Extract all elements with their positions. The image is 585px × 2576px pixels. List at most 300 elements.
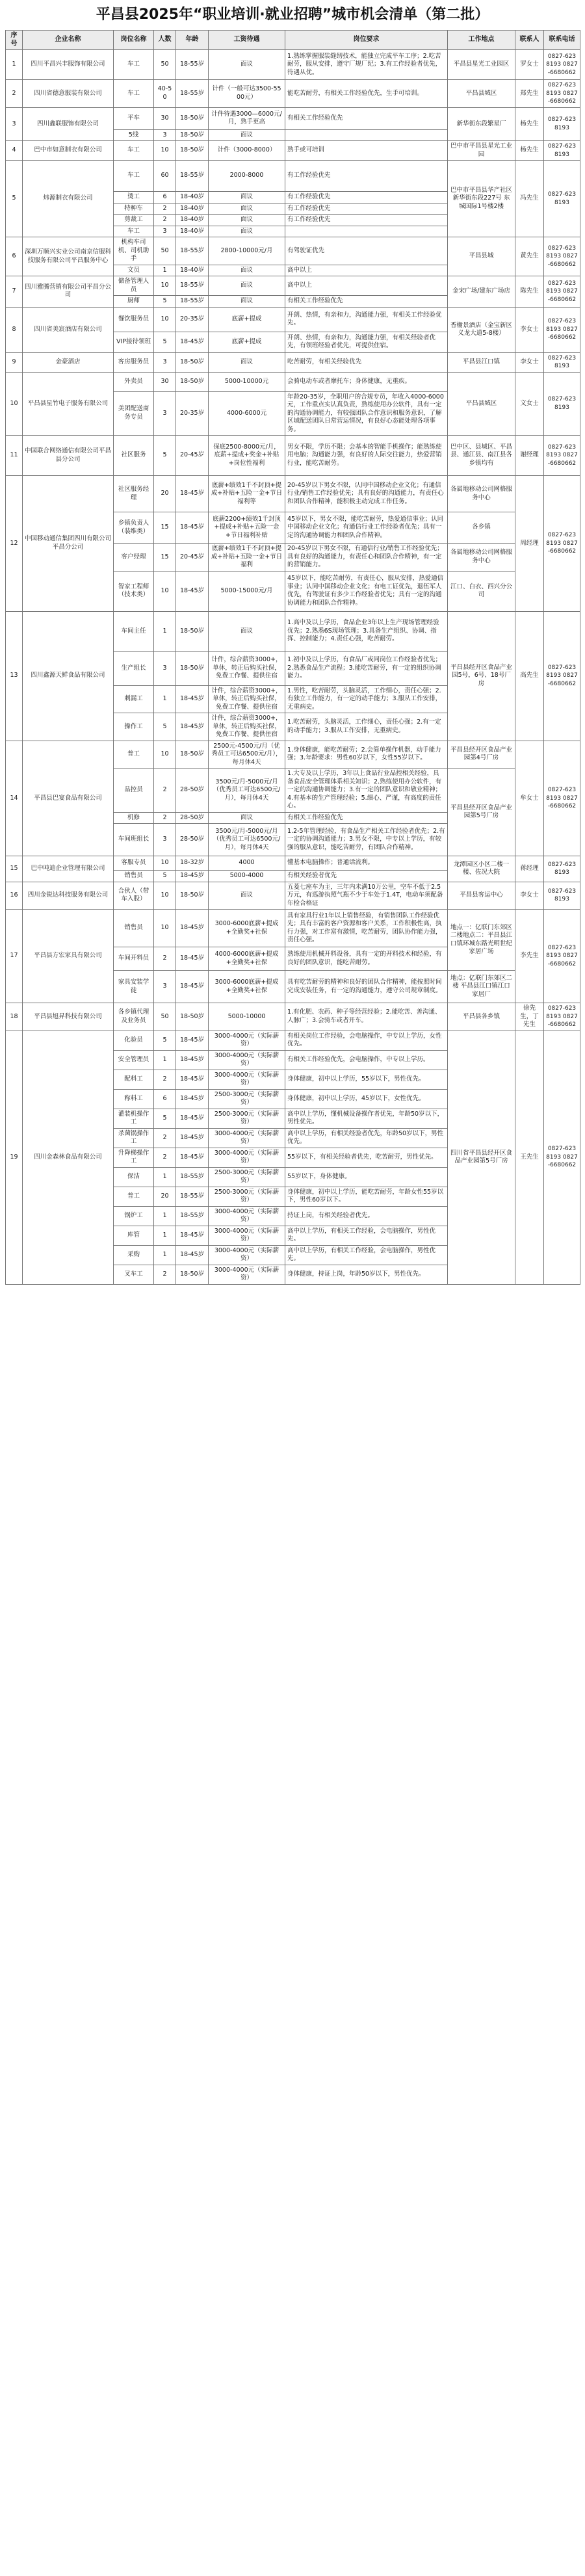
cell-num: 50 <box>154 1003 176 1031</box>
cell-age: 18-50岁 <box>176 651 209 685</box>
cell-job: 车间主任 <box>114 611 154 651</box>
cell-phone: 0827-6238193 0827-6680662 <box>544 741 580 856</box>
cell-pay: 3000-4000元（实际薪资） <box>209 1245 285 1265</box>
cell-job: 机构车司机、司机助手 <box>114 237 154 265</box>
cell-company: 四川金森林食品有限公司 <box>23 1031 114 1284</box>
cell-pay: 面议 <box>209 50 285 80</box>
cell-contact: 杨先生 <box>515 141 544 161</box>
cell-pay: 3000-4000元（实际薪资） <box>209 1031 285 1050</box>
cell-age: 18-40岁 <box>176 203 209 215</box>
cell-pay: 计件（一般可达3500-5500元） <box>209 80 285 108</box>
cell-req: 高中以上 <box>285 265 448 276</box>
cell-company: 平昌县旭昇科技有限公司 <box>23 1003 114 1031</box>
cell-num: 6 <box>154 192 176 204</box>
cell-pay: 5000-10000元 <box>209 372 285 391</box>
cell-req: 有相关经验者优先 <box>285 871 448 882</box>
cell-age: 20-35岁 <box>176 391 209 436</box>
cell-company: 炜源制衣有限公司 <box>23 161 114 237</box>
col-header-contact: 联系人 <box>515 31 544 50</box>
cell-age: 18-40岁 <box>176 192 209 204</box>
cell-company: 四川平昌兴丰服饰有限公司 <box>23 50 114 80</box>
cell-contact: 李女士 <box>515 307 544 352</box>
cell-contact: 蒋经理 <box>515 856 544 882</box>
cell-contact: 李先生 <box>515 910 544 1003</box>
cell-pay: 面议 <box>209 226 285 237</box>
cell-age: 18-45岁 <box>176 910 209 947</box>
cell-pay: 5000-10000 <box>209 1003 285 1031</box>
cell-job: 生产组长 <box>114 651 154 685</box>
cell-job: 5线 <box>114 129 154 141</box>
cell-req: 55岁以下，身体健康。 <box>285 1167 448 1187</box>
cell-no: 8 <box>6 307 23 352</box>
cell-req: 有工作经验优先 <box>285 215 448 226</box>
cell-no: 9 <box>6 352 23 372</box>
cell-job: 特种车 <box>114 203 154 215</box>
cell-req: 20-45岁以下男女不限，认同中国移动企业文化；有通信行业/销售工作经验优先；具有良好的沟通能力，有责任心和团队合作精神，能积极主动完成工作任务。 <box>285 476 448 512</box>
col-header-pay: 工资待遇 <box>209 31 285 50</box>
table-row <box>6 856 580 871</box>
cell-job: 车工 <box>114 141 154 161</box>
cell-job: 库管 <box>114 1226 154 1245</box>
cell-job: 美团配送商务专员 <box>114 391 154 436</box>
cell-job: 厨师 <box>114 296 154 308</box>
cell-num: 10 <box>154 741 176 769</box>
cell-job: 刺漏工 <box>114 685 154 713</box>
cell-age: 18-55岁 <box>176 296 209 308</box>
cell-pay: 面议 <box>209 812 285 824</box>
cell-pay: 面议 <box>209 203 285 215</box>
cell-no: 18 <box>6 1003 23 1031</box>
cell-num: 1 <box>154 265 176 276</box>
cell-phone: 0827-6238193 0827-6680662 <box>544 276 580 308</box>
cell-job: 车工 <box>114 161 154 192</box>
table-row <box>6 741 580 769</box>
cell-place: 平昌县经开区食品产业园第4号厂房 <box>448 741 515 769</box>
table-row <box>6 352 580 372</box>
cell-place: 平昌县经开区食品产业园5号，6号、18号厂房 <box>448 611 515 741</box>
cell-num: 5 <box>154 296 176 308</box>
cell-no: 2 <box>6 80 23 108</box>
cell-age: 18-55岁 <box>176 80 209 108</box>
table-row <box>6 611 580 651</box>
cell-pay: 2500元-4500元/月（优秀员工可达6500元/月），每月休4天 <box>209 741 285 769</box>
cell-num: 1 <box>154 1050 176 1070</box>
cell-place: 平昌县经开区食品产业园第5号厂房 <box>448 769 515 856</box>
cell-no: 3 <box>6 107 23 141</box>
cell-pay: 5000-15000元/月 <box>209 571 285 611</box>
cell-req: 能吃苦耐劳，有相关工作经验优先，生手可培训。 <box>285 80 448 108</box>
cell-pay: 面议 <box>209 129 285 141</box>
cell-no: 14 <box>6 741 23 856</box>
cell-pay: 3000-4000元（实际薪资） <box>209 1206 285 1226</box>
cell-company: 四川鑫源天鲜食品有限公司 <box>23 611 114 741</box>
cell-phone: 0827-6238193 <box>544 882 580 910</box>
cell-job: 普工 <box>114 1187 154 1206</box>
cell-age: 18-50岁 <box>176 1265 209 1284</box>
cell-req: 身体健康，初中以上学历，能吃苦耐劳，年龄女性55岁以下，男性60岁以下。 <box>285 1187 448 1206</box>
cell-age: 28-50岁 <box>176 769 209 813</box>
cell-pay: 底薪+绩效1千不封顶+提成+补贴+五险一金+节日福利等 <box>209 476 285 512</box>
cell-age: 18-45岁 <box>176 871 209 882</box>
cell-num: 60 <box>154 161 176 192</box>
cell-phone: 0827-6238193 0827-6680662 <box>544 611 580 741</box>
cell-req: 有相关工作经验优先 <box>285 107 448 129</box>
cell-req: 熟手或可培训 <box>285 141 448 161</box>
cell-place: 各属地移动公司网格服务中心 <box>448 476 515 512</box>
cell-req: 具有家具行业1年以上销售经验，有销售团队工作经验优先；具有丰富的客户资源和客户关系，工作积极性高，执行力强，对工作富有激情，吃苦耐劳，团队协作能力强，责任心强。 <box>285 910 448 947</box>
cell-job: 销售员 <box>114 871 154 882</box>
cell-req: 1.吃苦耐劳，头脑灵活，工作细心，责任心强；2.有一定的动手能力；3.服从工作安排，无重病史。 <box>285 713 448 741</box>
cell-req: 开朗、热情，有亲和力，沟通能力强，有相关工作经验优先。 <box>285 307 448 332</box>
cell-num: 3 <box>154 971 176 1003</box>
cell-job: 品控员 <box>114 769 154 813</box>
cell-job: 社区服务 <box>114 436 154 476</box>
cell-age: 18-40岁 <box>176 215 209 226</box>
col-header-job: 岗位名称 <box>114 31 154 50</box>
cell-job: 安全管理员 <box>114 1050 154 1070</box>
cell-company: 中国联合网络通信有限公司平昌县分公司 <box>23 436 114 476</box>
cell-contact: 高先生 <box>515 611 544 741</box>
cell-num: 3 <box>154 352 176 372</box>
cell-pay: 面议 <box>209 296 285 308</box>
cell-pay: 2000-8000 <box>209 161 285 192</box>
cell-num: 1 <box>154 685 176 713</box>
cell-req: 1.男性，吃苦耐劳，头脑灵活，工作细心，责任心强；2.有独立工作能力，有一定的动手能力；3.服从工作安排，无重病史。 <box>285 685 448 713</box>
col-header-place: 工作地点 <box>448 31 515 50</box>
cell-num: 40-50 <box>154 80 176 108</box>
cell-req: 五菱七座车为主，三年内未满10万公里，空车不低于2.5万元，有巡游执照气瓶不少于车处于1.4T，电动车须配备年检合格证 <box>285 882 448 910</box>
cell-job: 锅炉工 <box>114 1206 154 1226</box>
cell-pay: 3000-4000元（实际薪资） <box>209 1128 285 1148</box>
cell-num: 10 <box>154 910 176 947</box>
cell-age: 18-55岁 <box>176 161 209 192</box>
cell-no: 4 <box>6 141 23 161</box>
cell-req: 1.身体健康，能吃苦耐劳；2.会简单操作机器，动手能力强；3.年龄要求：男性60岁以下，女性55岁以下。 <box>285 741 448 769</box>
cell-age: 18-50岁 <box>176 107 209 129</box>
cell-place: 巴中区、县城区、平昌县、通江县、南江县各乡镇均有 <box>448 436 515 476</box>
cell-req: 有相关岗位工作经验，会电脑操作，中专以上学历，女性优先。 <box>285 1031 448 1050</box>
cell-company: 四川金锐达科技服务有限公司 <box>23 882 114 910</box>
cell-job: 化验员 <box>114 1031 154 1050</box>
cell-place: 地点：亿联门东郊区二楼 平昌县江口镇江口家居厂 <box>448 971 515 1003</box>
cell-job: 客房服务员 <box>114 352 154 372</box>
col-header-num: 人数 <box>154 31 176 50</box>
cell-num: 2 <box>154 769 176 813</box>
cell-place: 香榭景酒店（金宝新区义龙大道5-8楼） <box>448 307 515 352</box>
cell-phone: 0827-6238193 0827-6680662 <box>544 307 580 352</box>
cell-place: 平昌县城 <box>448 237 515 276</box>
cell-job: 家具安装学徒 <box>114 971 154 1003</box>
cell-place: 龙潭园区小区二楼一楼、佐况大院 <box>448 856 515 882</box>
cell-pay: 面议 <box>209 276 285 296</box>
cell-num: 2 <box>154 203 176 215</box>
cell-no: 19 <box>6 1031 23 1284</box>
cell-job: 称料工 <box>114 1089 154 1109</box>
cell-pay: 3500元/月-5000元/月（优秀员工可达6500元/月），每月休4天 <box>209 824 285 856</box>
cell-age: 18-45岁 <box>176 1109 209 1128</box>
cell-contact: 李女士 <box>515 882 544 910</box>
cell-req: 高中以上学历，有相关经验者优先，年龄50岁以下，男性优先。 <box>285 1128 448 1148</box>
cell-job: 外卖员 <box>114 372 154 391</box>
cell-no: 12 <box>6 476 23 612</box>
cell-contact: 牟女士 <box>515 741 544 856</box>
cell-company: 巴中吨迪企业管理有限公司 <box>23 856 114 882</box>
cell-age: 18-50岁 <box>176 372 209 391</box>
cell-age: 18-50岁 <box>176 141 209 161</box>
cell-req: 高中以上 <box>285 276 448 296</box>
cell-num: 30 <box>154 107 176 129</box>
cell-req: 具有吃苦耐劳的精神和良好的团队合作精神，能按照时间完成安装任务，有一定的沟通能力，遵守公司规章制度。 <box>285 971 448 1003</box>
cell-num: 15 <box>154 544 176 572</box>
cell-req: 45岁以下，能吃苦耐劳，有责任心，服从安排，热爱通信事业；认同中国移动企业文化；有电工证优先，退伍军人优先，有驾驶证有多少工作经验者优先；具有一定的沟通协调能力和团队合作精神。 <box>285 571 448 611</box>
cell-req: 高中以上学历，懂机械设备操作者优先，年龄50岁以下，男性优先。 <box>285 1109 448 1128</box>
cell-job: 智家工程师（技术类） <box>114 571 154 611</box>
cell-job: 车间开料员 <box>114 947 154 971</box>
cell-company: 中国移动通信集团四川有限公司平昌分公司 <box>23 476 114 612</box>
cell-pay: 3000-4000元（实际薪资） <box>209 1226 285 1245</box>
cell-job: VIP接待领班 <box>114 332 154 352</box>
table-row <box>6 1031 580 1050</box>
cell-age: 18-50岁 <box>176 611 209 651</box>
table-row <box>6 107 580 129</box>
cell-pay: 计件（3000-8000） <box>209 141 285 161</box>
cell-req: 1.有化肥、农药、种子等经营经验；2.能吃苦、善沟通、人脉广；3.会骑车或者开车。 <box>285 1003 448 1031</box>
cell-req: 有相关工作经验优先 <box>285 296 448 308</box>
cell-num: 20 <box>154 476 176 512</box>
cell-num: 10 <box>154 141 176 161</box>
cell-job: 保洁 <box>114 1167 154 1187</box>
cell-job: 社区服务经理 <box>114 476 154 512</box>
cell-company: 平昌县星竹电子服务有限公司 <box>23 372 114 436</box>
cell-no: 11 <box>6 436 23 476</box>
table-row <box>6 436 580 476</box>
cell-pay: 3000-4000元（实际薪资） <box>209 1148 285 1167</box>
job-table <box>5 30 580 1285</box>
cell-num: 5 <box>154 713 176 741</box>
cell-place: 金宋广场/建东广场店 <box>448 276 515 308</box>
page-title: 平昌县2025年“职业培训·就业招聘”城市机会清单（第二批） <box>96 7 489 23</box>
cell-req: 有相关工作经验优先，会电脑操作，中专以上学历。 <box>285 1050 448 1070</box>
cell-age: 18-40岁 <box>176 265 209 276</box>
cell-job: 文员 <box>114 265 154 276</box>
cell-pay: 计件，综合薪资3000+，单休，转正后购买社保，免费工作餐、提供住宿 <box>209 651 285 685</box>
cell-age: 18-50岁 <box>176 882 209 910</box>
cell-pay: 3000-4000元（实际薪资） <box>209 1265 285 1284</box>
cell-pay: 面议 <box>209 882 285 910</box>
cell-company: 深圳万顺兴实业公司南京信服科技服务有限公司平昌服务中心 <box>23 237 114 276</box>
cell-job: 普工 <box>114 741 154 769</box>
cell-place: 平昌县江口镇 <box>448 352 515 372</box>
cell-num: 10 <box>154 571 176 611</box>
cell-req: 1.大专及以上学历，3年以上食品行业品控相关经验，具备食品安全管理体系相关知识；2.熟练使用办公软件，有一定的沟通协调能力；3.有一定的团队意识和敬业精神；4.有基本的生产管理经验；5.细心、严谨，有高度的责任心。 <box>285 769 448 813</box>
table-row <box>6 372 580 391</box>
table-row <box>6 141 580 161</box>
cell-phone: 0827-6238193 <box>544 161 580 237</box>
cell-req: 身体健康，初中以上学历，55岁以下，男性优先。 <box>285 1070 448 1089</box>
cell-place: 各属地移动公司网格服务中心 <box>448 544 515 572</box>
cell-place: 平昌县城区 <box>448 372 515 436</box>
cell-num: 50 <box>154 50 176 80</box>
cell-job: 销售员 <box>114 910 154 947</box>
cell-age: 18-50岁 <box>176 129 209 141</box>
cell-phone: 0827-6238193 0827-6680662 <box>544 237 580 276</box>
cell-job: 采购 <box>114 1245 154 1265</box>
cell-req: 有工作经验优先 <box>285 161 448 192</box>
cell-num: 10 <box>154 307 176 332</box>
cell-age: 28-50岁 <box>176 812 209 824</box>
cell-age: 18-50岁 <box>176 1003 209 1031</box>
cell-age: 18-45岁 <box>176 1089 209 1109</box>
table-row <box>6 50 580 80</box>
table-row <box>6 161 580 192</box>
cell-age: 18-55岁 <box>176 276 209 296</box>
cell-req: 懂基本电脑操作；普通话流利。 <box>285 856 448 871</box>
cell-num: 5 <box>154 1109 176 1128</box>
cell-req: 高中以上学历，有相关工作经验，会电脑操作，男性优先。 <box>285 1226 448 1245</box>
cell-contact: 周经理 <box>515 476 544 612</box>
cell-pay: 面议 <box>209 192 285 204</box>
cell-job: 客服专员 <box>114 856 154 871</box>
cell-company: 四川鑫联服饰有限公司 <box>23 107 114 141</box>
cell-num: 2 <box>154 1070 176 1089</box>
cell-no: 15 <box>6 856 23 882</box>
cell-pay: 3000-4000元（实际薪资） <box>209 1050 285 1070</box>
cell-num: 10 <box>154 882 176 910</box>
cell-age: 18-32岁 <box>176 856 209 871</box>
col-header-age: 年龄 <box>176 31 209 50</box>
cell-phone: 0827-6238193 0827-6680662 <box>544 50 580 80</box>
cell-phone: 0827-6238193 0827-6680662 <box>544 80 580 108</box>
cell-phone: 0827-6238193 <box>544 352 580 372</box>
cell-num: 3 <box>154 226 176 237</box>
cell-age: 18-45岁 <box>176 1148 209 1167</box>
cell-num: 1 <box>154 1245 176 1265</box>
cell-req: 持证上岗，有相关经验者优先。 <box>285 1206 448 1226</box>
cell-age: 18-50岁 <box>176 352 209 372</box>
cell-num: 3 <box>154 391 176 436</box>
cell-job: 杀菌锅操作工 <box>114 1128 154 1148</box>
cell-company: 四川省德意服装有限公司 <box>23 80 114 108</box>
cell-num: 2 <box>154 812 176 824</box>
table-body <box>6 50 580 1285</box>
cell-req: 有工作经验优先 <box>285 192 448 204</box>
cell-contact: 王先生 <box>515 1031 544 1284</box>
cell-req: 身体健康，持证上岗，年龄50岁以下，男性优先。 <box>285 1265 448 1284</box>
cell-age: 18-45岁 <box>176 971 209 1003</box>
cell-job: 车间班组长 <box>114 824 154 856</box>
cell-age: 18-45岁 <box>176 1050 209 1070</box>
cell-job: 叉车工 <box>114 1265 154 1284</box>
cell-phone: 0827-6238193 0827-6680662 <box>544 1003 580 1031</box>
cell-age: 18-55岁 <box>176 1187 209 1206</box>
cell-num: 1 <box>154 611 176 651</box>
cell-phone: 0827-6238193 <box>544 141 580 161</box>
cell-pay: 4000 <box>209 856 285 871</box>
cell-pay: 3500元/月-5000元/月（优秀员工可达6500元/月），每月休4天 <box>209 769 285 813</box>
cell-contact: 陈先生 <box>515 276 544 308</box>
cell-pay: 2500-3000元（实际薪资） <box>209 1187 285 1206</box>
cell-no: 1 <box>6 50 23 80</box>
cell-place: 平昌县城区 <box>448 80 515 108</box>
cell-phone: 0827-6238193 <box>544 856 580 882</box>
cell-req: 会骑电动车或者摩托车；身体健康，无重疾。 <box>285 372 448 391</box>
cell-num: 2 <box>154 1148 176 1167</box>
cell-no: 17 <box>6 910 23 1003</box>
cell-age: 18-45岁 <box>176 1245 209 1265</box>
cell-age: 20-45岁 <box>176 436 209 476</box>
cell-age: 20-35岁 <box>176 307 209 332</box>
table-row <box>6 276 580 296</box>
cell-age: 18-55岁 <box>176 1206 209 1226</box>
cell-place: 江口、白衣、西兴分公司 <box>448 571 515 611</box>
cell-job: 车工 <box>114 80 154 108</box>
cell-pay: 底薪+提成 <box>209 307 285 332</box>
cell-job: 客户经理 <box>114 544 154 572</box>
cell-job: 剪裁工 <box>114 215 154 226</box>
cell-num: 5 <box>154 871 176 882</box>
cell-age: 18-45岁 <box>176 512 209 544</box>
cell-req: 熟练使用机械开料设备，具有一定的开料技术和经验，有良好的团队意识，能吃苦耐劳。 <box>285 947 448 971</box>
cell-phone: 0827-6238193 0827-6680662 <box>544 436 580 476</box>
cell-pay: 面议 <box>209 352 285 372</box>
table-header-row <box>6 31 580 50</box>
cell-req: 1.高中及以上学历，食品企业3年以上生产现场管理经验优先；2.熟悉6S现场管理；3.具备生产组织、协调、指挥、控制能力；4.责任心强，吃苦耐劳。 <box>285 611 448 651</box>
cell-company: 金豪酒店 <box>23 352 114 372</box>
cell-place: 四川省平昌县经开区食品产业园第5号厂房 <box>448 1031 515 1284</box>
table-row <box>6 307 580 332</box>
cell-contact: 冯先生 <box>515 161 544 237</box>
cell-num: 5 <box>154 1031 176 1050</box>
cell-req: 1.2-5年管理经验，有食品生产相关工作经验者优先；2.有一定的协调沟通能力；3.男女不限，中专以上学历，有较强的服从意识，能吃苦耐劳，有团队合作精神。 <box>285 824 448 856</box>
cell-pay: 3000-4000元（实际薪资） <box>209 1070 285 1089</box>
cell-age: 18-45岁 <box>176 947 209 971</box>
cell-req: 1.熟练掌握服装缝纫技术，能独立完成平车工序；2.吃苦耐劳，服从安排，遵守厂规厂纪；3.有工作经验者优先，待遇从优。 <box>285 50 448 80</box>
cell-job: 乡镇负责人（装维类） <box>114 512 154 544</box>
cell-job: 储备管理人员 <box>114 276 154 296</box>
col-header-no: 序号 <box>6 31 23 50</box>
cell-no: 7 <box>6 276 23 308</box>
cell-req: 有驾驶证优先 <box>285 237 448 265</box>
cell-age: 18-45岁 <box>176 476 209 512</box>
cell-job: 车工 <box>114 50 154 80</box>
cell-age: 18-45岁 <box>176 1070 209 1089</box>
table-row <box>6 1003 580 1031</box>
cell-req: 55岁以下，有相关经验者优先，吃苦耐劳，男性优先。 <box>285 1148 448 1167</box>
cell-contact: 文女士 <box>515 372 544 436</box>
cell-place: 巴中市平昌县星光工业园 <box>448 141 515 161</box>
cell-pay: 2500-3000元（实际薪资） <box>209 1109 285 1128</box>
table-row <box>6 80 580 108</box>
cell-job: 各乡镇代理及业务员 <box>114 1003 154 1031</box>
cell-job: 机修 <box>114 812 154 824</box>
cell-no: 6 <box>6 237 23 276</box>
cell-pay: 面议 <box>209 611 285 651</box>
cell-num: 3 <box>154 824 176 856</box>
cell-num: 50 <box>154 237 176 265</box>
cell-age: 28-50岁 <box>176 824 209 856</box>
cell-pay: 2500-3000元（实际薪资） <box>209 1089 285 1109</box>
cell-num: 1 <box>154 1226 176 1245</box>
cell-phone: 0827-6238193 0827-6680662 <box>544 1031 580 1284</box>
cell-job: 操作工 <box>114 713 154 741</box>
cell-req: 身体健康，初中以上学历，45岁以下，女性优先。 <box>285 1089 448 1109</box>
cell-contact: 郑先生 <box>515 80 544 108</box>
cell-pay: 计件待遇3000—6000元/月，熟手更高 <box>209 107 285 129</box>
cell-num: 2 <box>154 947 176 971</box>
cell-place: 平昌县客运中心 <box>448 882 515 910</box>
cell-num: 1 <box>154 1167 176 1187</box>
cell-phone: 0827-6238193 0827-6680662 <box>544 910 580 1003</box>
